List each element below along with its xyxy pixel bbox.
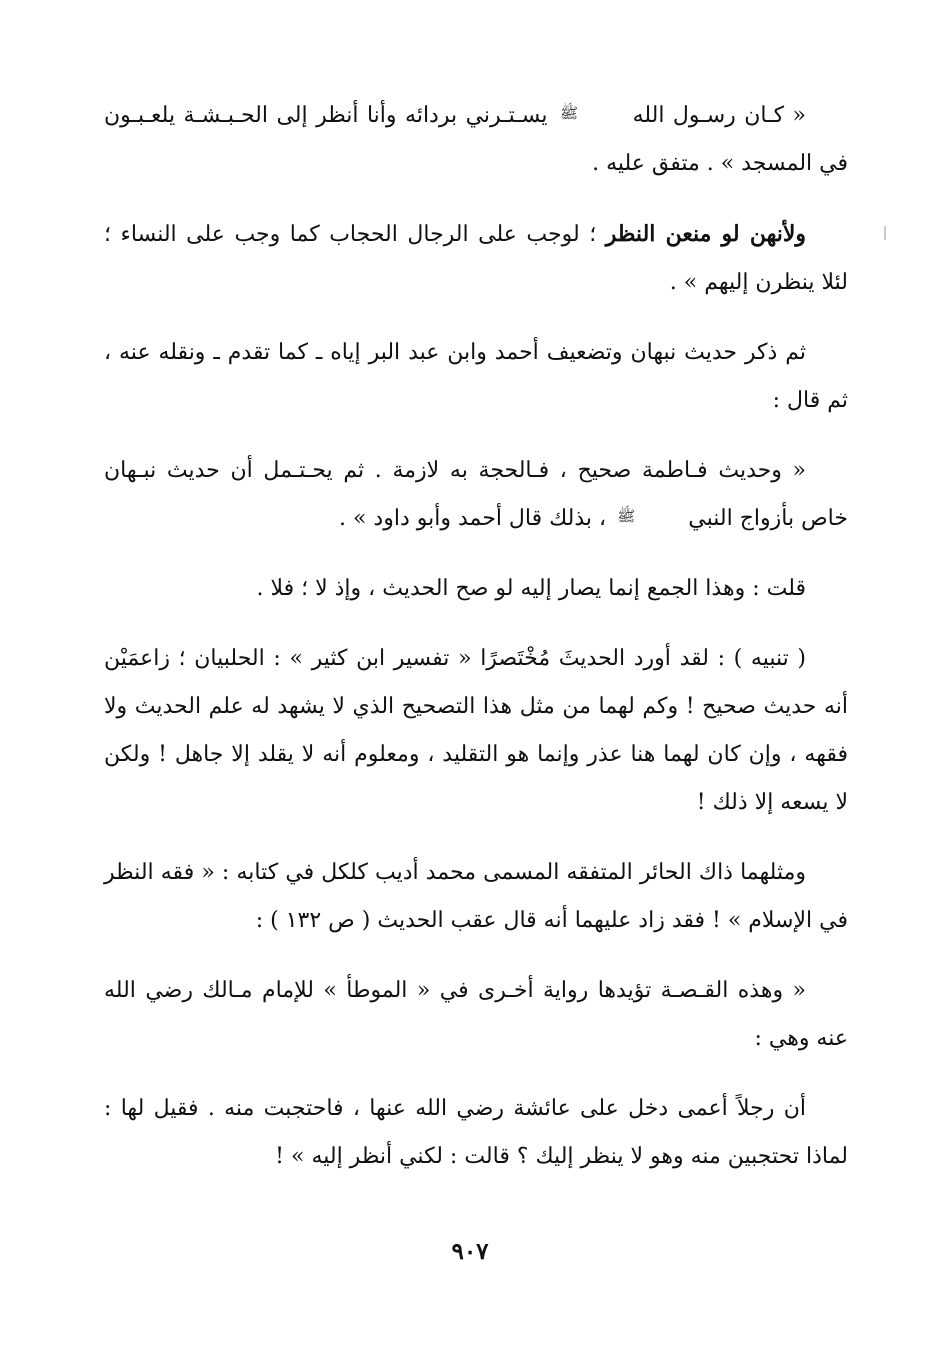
salawat-glyph: ﷺ	[617, 507, 636, 525]
page-number: ٩٠٧	[451, 1238, 489, 1265]
page-body	[104, 92, 848, 1203]
paragraph-text: « وحديث فـاطمة صحيح ، فـالحجة به لازمة . ثم يحـتـمل أن حديث نبـهان خاص بأزواج النبي	[104, 458, 848, 531]
paragraph-text: يسـتـرني بردائه وأنا أنظر إلى الحـبـشـة يلعـبـون في المسجد » . متفق عليه .	[104, 103, 848, 176]
paragraph-muwatta-quote	[104, 967, 848, 1063]
paragraph-hadith-quote	[104, 92, 848, 188]
paragraph-author-comment	[104, 565, 848, 613]
paragraph-blind-man-story	[104, 1085, 848, 1181]
bold-lead-phrase: ولأنهن لو منعن النظر	[605, 221, 807, 247]
paragraph-text: ومثلهما ذاك الحائر المتفقه المسمى محمد أديب كلكل في كتابه : « فقه النظر في الإسلام » ! فقد زاد عليهما أنه قال عقب الحديث ( ص ١٣٢ ) :	[104, 860, 848, 933]
paragraph-text: ؛ لوجب على الرجال الحجاب كما وجب على النساء ؛ لئلا ينظرن إليهم » .	[104, 222, 848, 295]
paragraph-kalkal	[104, 849, 848, 945]
scan-edge-mark	[884, 226, 886, 240]
paragraph-nabhan	[104, 329, 848, 425]
paragraph-text: « كـان رسـول الله	[632, 103, 806, 128]
paragraph-text: « وهذه القـصـة تؤيدها رواية أخـرى في « الموطأ » للإمام مـالك رضي الله عنه وهي :	[104, 978, 848, 1051]
paragraph-fatima-hadith	[104, 447, 848, 543]
paragraph-text: قلت : وهذا الجمع إنما يصار إليه لو صح الحديث ، وإذ لا ؛ فلا .	[256, 576, 806, 601]
paragraph-argument	[104, 210, 848, 307]
paragraph-text: ، بذلك قال أحمد وأبو داود » .	[338, 506, 607, 531]
salawat-glyph: ﷺ	[559, 104, 579, 122]
paragraph-text: ثم ذكر حديث نبهان وتضعيف أحمد وابن عبد البر إياه ـ كما تقدم ـ ونقله عنه ، ثم قال :	[104, 340, 848, 413]
paragraph-note	[104, 635, 848, 827]
paragraph-text: أن رجلاً أعمى دخل على عائشة رضي الله عنها ، فاحتجبت منه . فقيل لها : لماذا تحتجبين منه وهو لا ينظر إليك ؟ قالت : لكني أنظر إليه » !	[104, 1096, 848, 1169]
paragraph-text: ( تنبيه ) : لقد أورد الحديثَ مُخْتَصرًا « تفسير ابن كثير » : الحلبيان ؛ زاعمَيْن أنه حديث صحيح ! وكم لهما من مثل هذا التصحيح الذي لا يشهد له علم الحديث ولا فقهه ، وإن كان لهما هنا عذر وإنما هو التقليد ، ومعلوم أنه لا يقلد إلا جاهل ! ولكن لا يسعه إلا ذلك !	[104, 646, 848, 815]
